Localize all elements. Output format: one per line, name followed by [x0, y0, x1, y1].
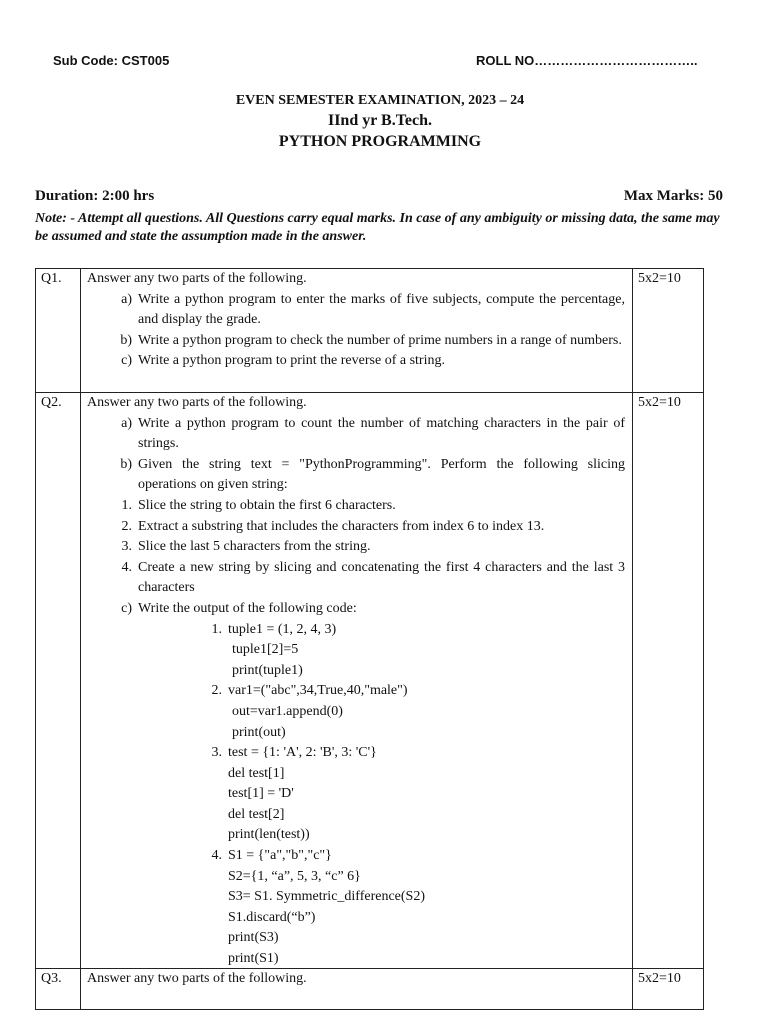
code-lines — [228, 681, 625, 743]
roll-no: ROLL NO……………………………….. — [476, 53, 698, 68]
code-line: test[1] = 'D' — [228, 786, 294, 802]
max-marks: Max Marks: 50 — [623, 188, 723, 204]
sub-item — [87, 558, 625, 599]
sub-item-label: 1. — [121, 497, 132, 513]
table-border-left — [35, 268, 36, 1010]
part-label: b) — [120, 332, 132, 348]
code-lines — [228, 743, 625, 846]
part-label: c) — [121, 353, 132, 369]
question-body-q1 — [87, 269, 625, 372]
part-label: a) — [121, 415, 132, 431]
question-intro: Answer any two parts of the following. — [87, 971, 307, 986]
question-body-q2 — [87, 393, 625, 970]
duration: Duration: 2:00 hrs — [35, 188, 155, 204]
sub-code: Sub Code: CST005 — [53, 53, 170, 68]
table-border-right — [703, 268, 704, 1010]
code-label: 4. — [211, 848, 222, 864]
code-line: S1 = {"a","b","c"} — [228, 848, 332, 864]
part-label: a) — [121, 291, 132, 307]
part-text: Write a python program to count the number of matching characters in the pair of strings. — [138, 415, 625, 452]
question-marks: 5x2=10 — [638, 971, 681, 986]
sub-item — [87, 517, 625, 538]
sub-item — [87, 496, 625, 517]
part-text: Write a python program to check the number of prime numbers in a range of numbers. — [138, 332, 622, 348]
sub-item-text: Slice the last 5 characters from the string. — [138, 539, 371, 555]
question-part — [87, 455, 625, 496]
question-number: Q1. — [41, 271, 62, 286]
question-number: Q2. — [41, 395, 62, 410]
question-intro: Answer any two parts of the following. — [87, 395, 307, 410]
part-text: Given the string text = "PythonProgramming". Perform the following slicing operations on given string: — [138, 456, 625, 493]
question-intro: Answer any two parts of the following. — [87, 271, 307, 286]
code-line: out=var1.append(0) — [232, 703, 343, 719]
code-line: del test[2] — [228, 806, 285, 822]
question-part — [87, 331, 625, 352]
question-part — [87, 351, 625, 372]
year-title: IInd yr B.Tech. — [327, 112, 433, 129]
question-part — [87, 290, 625, 331]
question-table — [35, 268, 704, 1010]
sub-item-text: Extract a substring that includes the characters from index 6 to index 13. — [138, 518, 545, 534]
code-line: S2={1, “a”, 5, 3, “c” 6} — [228, 868, 361, 884]
code-lines — [228, 846, 625, 970]
part-label: b) — [120, 456, 132, 472]
code-snippet — [87, 681, 625, 743]
code-snippet — [87, 743, 625, 846]
part-label: c) — [121, 600, 132, 616]
code-line: S1.discard(“b”) — [228, 909, 316, 925]
code-line: S3= S1. Symmetric_difference(S2) — [228, 889, 425, 905]
code-line: var1=("abc",34,True,40,"male") — [228, 683, 408, 699]
code-label: 1. — [211, 621, 222, 637]
table-divider-qno — [80, 268, 81, 1010]
code-label: 3. — [211, 745, 222, 761]
question-part — [87, 599, 625, 620]
code-lines — [228, 620, 625, 682]
sub-item-label: 4. — [121, 559, 132, 575]
question-part — [87, 414, 625, 455]
sub-item-text: Create a new string by slicing and concatenating the first 4 characters and the last 3 characters — [138, 559, 625, 596]
code-snippet — [87, 846, 625, 970]
code-snippet — [87, 620, 625, 682]
question-marks: 5x2=10 — [638, 271, 681, 286]
code-line: print(out) — [232, 724, 286, 740]
code-line: test = {1: 'A', 2: 'B', 3: 'C'} — [228, 745, 377, 761]
code-line: tuple1[2]=5 — [232, 642, 299, 658]
code-line: print(tuple1) — [232, 662, 303, 678]
question-body-q3 — [87, 969, 625, 990]
code-line: tuple1 = (1, 2, 4, 3) — [228, 621, 337, 637]
code-label: 2. — [211, 683, 222, 699]
instructions-note: Note: - Attempt all questions. All Questions carry equal marks. In case of any ambiguity or missing data, the same may be assumed and state the assumption made in the answer. — [35, 211, 720, 244]
sub-item — [87, 537, 625, 558]
code-line: del test[1] — [228, 765, 285, 781]
code-line: print(S1) — [228, 951, 279, 967]
part-text: Write a python program to enter the marks of five subjects, compute the percentage, and display the grade. — [138, 291, 625, 328]
exam-title: EVEN SEMESTER EXAMINATION, 2023 – 24 — [235, 93, 525, 108]
sub-item-label: 2. — [121, 518, 132, 534]
code-line: print(S3) — [228, 930, 279, 946]
question-marks: 5x2=10 — [638, 395, 681, 410]
part-text: Write a python program to print the reverse of a string. — [138, 353, 445, 369]
table-divider-marks — [632, 268, 633, 1010]
part-text: Write the output of the following code: — [138, 600, 357, 616]
subject-title: PYTHON PROGRAMMING — [278, 133, 482, 150]
code-line: print(len(test)) — [228, 827, 310, 843]
table-border-bottom — [35, 1009, 704, 1010]
question-number: Q3. — [41, 971, 62, 986]
sub-item-text: Slice the string to obtain the first 6 characters. — [138, 497, 396, 513]
sub-item-label: 3. — [121, 539, 132, 555]
